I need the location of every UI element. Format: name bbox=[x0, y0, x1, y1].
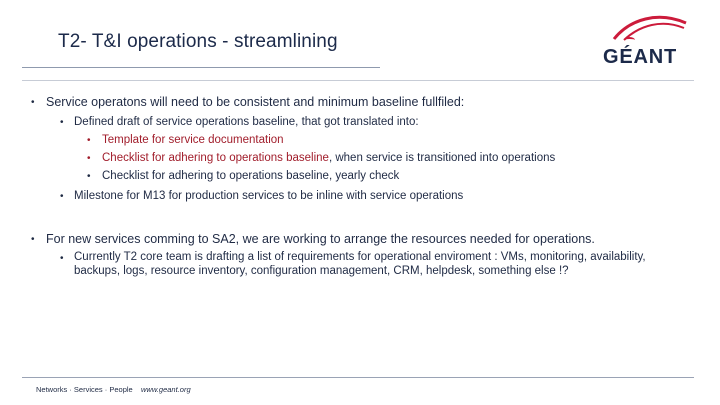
footer-url: www.geant.org bbox=[141, 385, 191, 394]
bullet-1-1-1-text bbox=[102, 133, 284, 148]
logo-accent-mark bbox=[624, 37, 635, 43]
bullet-marker-1-2: • bbox=[60, 191, 64, 202]
bullet-1-1-2-text bbox=[102, 151, 555, 166]
geant-logo-swoosh-icon bbox=[610, 13, 690, 41]
bullet-marker-1-1-2: • bbox=[87, 153, 91, 164]
bullet-1-text: Service operatons will need to be consistent and minimum baseline fullfiled: bbox=[46, 95, 465, 109]
title-underline bbox=[22, 67, 380, 68]
bullet-marker-1-1-3: • bbox=[87, 171, 91, 182]
bullet-1-1-2-highlight: Checklist for adhering to operations baseline bbox=[102, 152, 329, 164]
bullet-marker-2: • bbox=[31, 234, 35, 245]
slide-title: T2- T&I operations - streamlining bbox=[58, 31, 338, 52]
footer-tagline: Networks · Services · People bbox=[36, 385, 133, 394]
bullet-1-2-text: Milestone for M13 for production services to be inline with service operations bbox=[74, 190, 464, 202]
bullet-1-1-3-text bbox=[102, 169, 399, 184]
footer-separator bbox=[22, 377, 694, 378]
bullet-marker-1-1-1: • bbox=[87, 135, 91, 146]
bullet-1-1-3-rest: Checklist for adhering to operations baseline, yearly check bbox=[102, 170, 400, 182]
bullet-marker-1: • bbox=[31, 97, 35, 108]
bullet-1-1-2-rest: , when service is transitioned into operations bbox=[328, 152, 556, 164]
bullet-2-text: For new services comming to SA2, we are working to arrange the resources needed for operations. bbox=[46, 232, 595, 246]
bullet-1-1-text: Defined draft of service operations baseline, that got translated into: bbox=[74, 116, 419, 128]
bullet-2-1-text: Currently T2 core team is drafting a list of requirements for operational enviroment : VMs, monitoring, availability, backups, logs, resource inventory, configuration management, CRM, helpdesk, something else !? bbox=[74, 251, 646, 277]
header-separator bbox=[22, 80, 694, 81]
bullet-marker-1-1: • bbox=[60, 117, 64, 128]
logo-text: GÉANT bbox=[603, 46, 677, 68]
geant-logo bbox=[600, 13, 692, 67]
bullet-marker-2-1: • bbox=[60, 253, 64, 264]
bullet-1-1-1-highlight: Template for service documentation bbox=[102, 134, 284, 146]
